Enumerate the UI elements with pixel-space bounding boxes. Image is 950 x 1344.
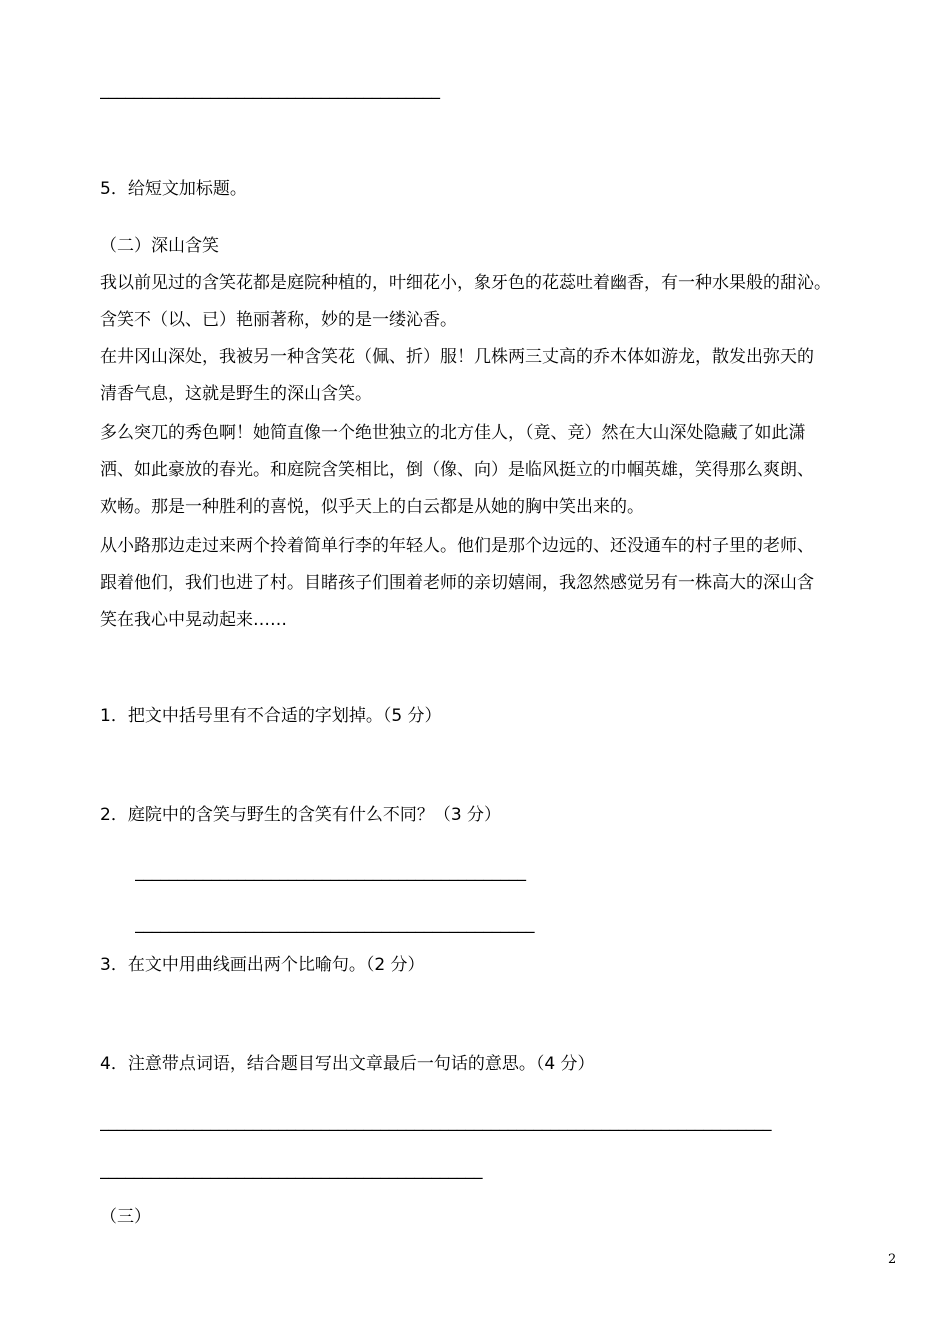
answer-blank-line[interactable]: ______________________________________________ (135, 862, 526, 882)
passage-line: 跟着他们，我们也进了村。目睹孩子们围着老师的亲切嬉闹，我忽然感觉另有一株高大的深山含 (100, 573, 814, 593)
question-1: 1．把文中括号里有不合适的字划掉。（5 分） (100, 706, 442, 726)
page-number: 2 (888, 1252, 897, 1267)
answer-blank-line[interactable]: _______________________________________________ (135, 914, 535, 934)
passage-line: 从小路那边走过来两个拎着简单行李的年轻人。他们是那个边远的、还没通车的村子里的老师、 (100, 536, 814, 556)
question-3: 3．在文中用曲线画出两个比喻句。（2 分） (100, 955, 425, 975)
passage-line: 多么突兀的秀色啊！她简直像一个绝世独立的北方佳人，（竟、竞）然在大山深处隐藏了如此潇 (100, 423, 806, 443)
question-4: 4．注意带点词语，结合题目写出文章最后一句话的意思。（4 分） (100, 1054, 595, 1074)
passage-line: 笑在我心中晃动起来…… (100, 610, 287, 630)
passage-line: 我以前见过的含笑花都是庭院种植的，叶细花小，象牙色的花蕊吐着幽香，有一种水果般的甜沁。 (100, 273, 831, 293)
answer-blank-line[interactable]: _______________________________________________________________________________ (100, 1112, 772, 1132)
passage-line: 在井冈山深处，我被另一种含笑花（佩、折）服！几株两三丈高的乔木体如游龙，散发出弥天的 (100, 347, 814, 367)
section-title: （二）深山含笑 (100, 236, 219, 256)
passage-line: 清香气息，这就是野生的深山含笑。 (100, 384, 372, 404)
passage-line: 含笑不（以、已）艳丽著称，妙的是一缕沁香。 (100, 310, 457, 330)
question-2: 2．庭院中的含笑与野生的含笑有什么不同？（3 分） (100, 805, 502, 825)
passage-line: 洒、如此豪放的春光。和庭院含笑相比，倒（像、向）是临风挺立的巾帼英雄，笑得那么爽朗、 (100, 460, 814, 480)
answer-blank-line[interactable]: _____________________________________________ (100, 1160, 483, 1180)
passage-line: 欢畅。那是一种胜利的喜悦，似乎天上的白云都是从她的胸中笑出来的。 (100, 497, 644, 517)
answer-blank-line[interactable]: ________________________________________ (100, 80, 440, 100)
section-title: （三） (100, 1207, 151, 1227)
question-5: 5．给短文加标题。 (100, 179, 247, 199)
